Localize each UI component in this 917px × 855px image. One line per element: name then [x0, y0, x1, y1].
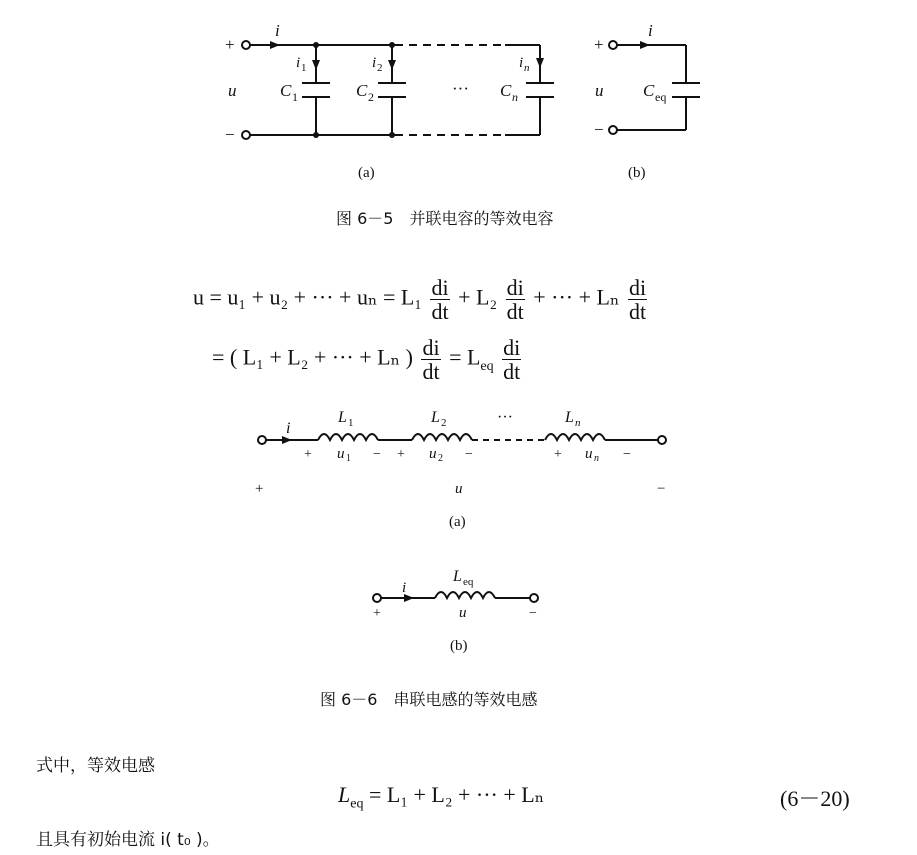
eq2-lhs: = ( L₁ + L₂ + ··· + Lₙ ): [212, 344, 413, 370]
equation-number: (6－20): [780, 786, 850, 811]
body-text-outro: 且具有初始电流 i( t₀ )。: [36, 830, 220, 850]
label-ceq: C: [643, 81, 655, 100]
caption-fig-6-6: 图 6－6 串联电感的等效电感: [320, 690, 538, 709]
minus-u2: −: [465, 447, 473, 462]
minus-6b: −: [529, 606, 537, 621]
frac-den: dt: [629, 299, 647, 325]
label-c1-sub: 1: [292, 90, 298, 104]
label-leq: L: [453, 568, 462, 585]
frac-num: di: [422, 335, 440, 360]
subfig-a-label: (a): [358, 165, 375, 181]
label-l2: L: [431, 409, 440, 426]
label-dots-a: ···: [452, 79, 469, 98]
eq1-mid1: + L₂: [458, 284, 498, 310]
label-u1: u: [337, 446, 345, 462]
frac-num: di: [431, 275, 449, 300]
label-in-sub: n: [524, 62, 530, 74]
plus-u2: +: [397, 447, 405, 462]
label-cn: C: [500, 81, 512, 100]
label-l1-sub: 1: [348, 417, 354, 429]
frac-den: dt: [431, 299, 449, 325]
label-u-6b: u: [459, 605, 467, 621]
label-i1: i: [296, 55, 301, 71]
label-c2-sub: 2: [368, 90, 374, 104]
label-ln-sub: n: [575, 417, 581, 429]
frac-num: di: [503, 335, 521, 360]
label-leq-sub: eq: [463, 576, 474, 588]
plus-un: +: [554, 447, 562, 462]
label-c2: C: [356, 81, 368, 100]
label-dots-6a: ···: [497, 409, 513, 426]
frac-num: di: [629, 275, 647, 300]
minus-u1: −: [373, 447, 381, 462]
frac-den: dt: [422, 359, 440, 385]
label-i-6b: i: [402, 580, 407, 596]
label-c1: C: [280, 81, 292, 100]
formula-lhs-sub: eq: [350, 796, 364, 812]
label-i1-sub: 1: [301, 62, 307, 74]
frac-den: dt: [503, 359, 521, 385]
subfig-6b-label: (b): [450, 638, 468, 654]
plus-b: +: [594, 35, 604, 54]
formula-6-20: [338, 782, 544, 812]
label-u-b: u: [595, 81, 604, 100]
formula-lhs: L: [338, 782, 351, 807]
label-u-total: u: [455, 481, 463, 497]
label-ceq-sub: eq: [655, 90, 667, 104]
label-l2-sub: 2: [441, 417, 447, 429]
label-cn-sub: n: [512, 90, 518, 104]
plus-u1: +: [304, 447, 312, 462]
label-u2: u: [429, 446, 437, 462]
minus-total: −: [657, 481, 666, 497]
plus-total: +: [255, 481, 264, 497]
eq1-mid2: + ··· + Lₙ: [533, 284, 620, 310]
label-in: i: [519, 55, 524, 71]
label-u-a: u: [228, 81, 237, 100]
frac-den: dt: [506, 299, 524, 325]
eq1-lhs: u = u₁ + u₂ + ··· + uₙ = L₁: [193, 284, 422, 310]
label-un-sub: n: [594, 453, 599, 464]
body-text-intro: 式中，等效电感: [36, 756, 155, 776]
eq2-mid-sub: eq: [480, 359, 494, 375]
label-i-b: i: [648, 21, 653, 40]
plus-6b: +: [373, 606, 381, 621]
minus-b: −: [594, 120, 604, 139]
label-ln: L: [565, 409, 574, 426]
minus-a: −: [225, 125, 235, 144]
label-i2-sub: 2: [377, 62, 383, 74]
label-i-a: i: [275, 21, 280, 40]
plus-a: +: [225, 35, 235, 54]
formula-rhs: = L₁ + L₂ + ··· + Lₙ: [363, 782, 545, 807]
subfig-b-label: (b): [628, 165, 646, 181]
label-u2-sub: 2: [438, 453, 443, 464]
label-u1-sub: 1: [346, 453, 351, 464]
label-i2: i: [372, 55, 377, 71]
label-i-6a: i: [286, 420, 291, 437]
caption-fig-6-5: 图 6－5 并联电容的等效电容: [336, 209, 554, 228]
frac-num: di: [506, 275, 524, 300]
subfig-6a-label: (a): [449, 514, 466, 530]
label-l1: L: [338, 409, 347, 426]
eq2-mid: = L: [449, 344, 481, 370]
minus-un: −: [623, 447, 631, 462]
label-un: u: [585, 446, 593, 462]
